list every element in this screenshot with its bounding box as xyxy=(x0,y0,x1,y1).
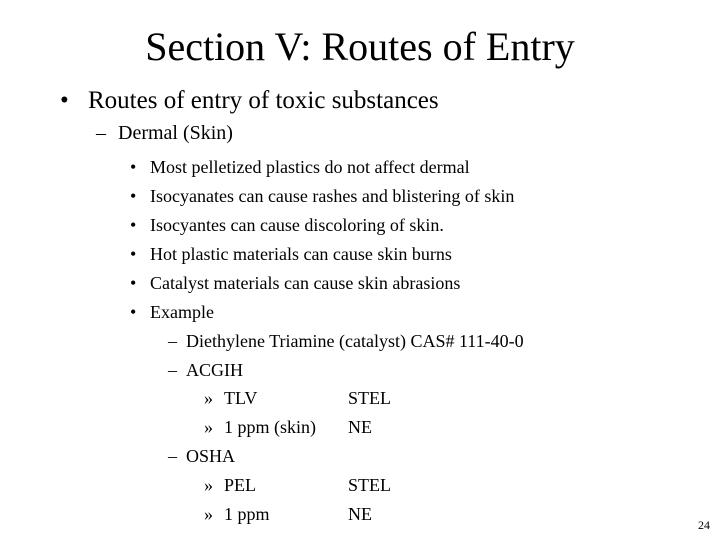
dash-icon: – xyxy=(168,360,177,380)
osha-col1-header: PEL xyxy=(224,475,257,495)
main-bullet-text: Routes of entry of toxic substances xyxy=(88,87,439,114)
acgih-col1-header: TLV xyxy=(224,388,258,408)
acgih-label: ACGIH xyxy=(186,360,243,380)
bullet-icon: • xyxy=(60,87,69,114)
bullet-icon: • xyxy=(130,273,137,293)
bullet-icon: • xyxy=(130,215,137,235)
dash-icon: – xyxy=(168,331,177,351)
list-item: Example xyxy=(150,302,214,322)
list-item: Catalyst materials can cause skin abrasions xyxy=(150,273,461,293)
raquo-icon: » xyxy=(204,388,213,408)
list-item: Isocyantes can cause discoloring of skin. xyxy=(150,215,444,235)
bullet-icon: • xyxy=(130,244,137,264)
bullet-icon: • xyxy=(130,157,137,177)
dash-icon: – xyxy=(168,446,177,466)
raquo-icon: » xyxy=(204,504,213,524)
osha-label: OSHA xyxy=(186,446,236,466)
osha-col2-header: STEL xyxy=(348,475,391,495)
acgih-col2-header: STEL xyxy=(348,388,391,408)
raquo-icon: » xyxy=(204,417,213,437)
slide-title: Section V: Routes of Entry xyxy=(145,24,575,69)
raquo-icon: » xyxy=(204,475,213,495)
acgih-col1-value: 1 ppm (skin) xyxy=(224,417,316,437)
bullet-icon: • xyxy=(130,186,137,206)
list-item: Hot plastic materials can cause skin burns xyxy=(150,244,452,264)
sub-heading: Dermal (Skin) xyxy=(118,122,233,144)
page-number: 24 xyxy=(698,518,710,532)
bullet-icon: • xyxy=(130,302,137,322)
list-item: Most pelletized plastics do not affect dermal xyxy=(150,157,470,177)
osha-col1-value: 1 ppm xyxy=(224,504,270,524)
osha-col2-value: NE xyxy=(348,504,372,524)
list-item: Isocyanates can cause rashes and blistering of skin xyxy=(150,186,515,206)
acgih-col2-value: NE xyxy=(348,417,372,437)
example-chemical: Diethylene Triamine (catalyst) CAS# 111-40-0 xyxy=(186,331,524,351)
dash-icon: – xyxy=(96,122,106,144)
